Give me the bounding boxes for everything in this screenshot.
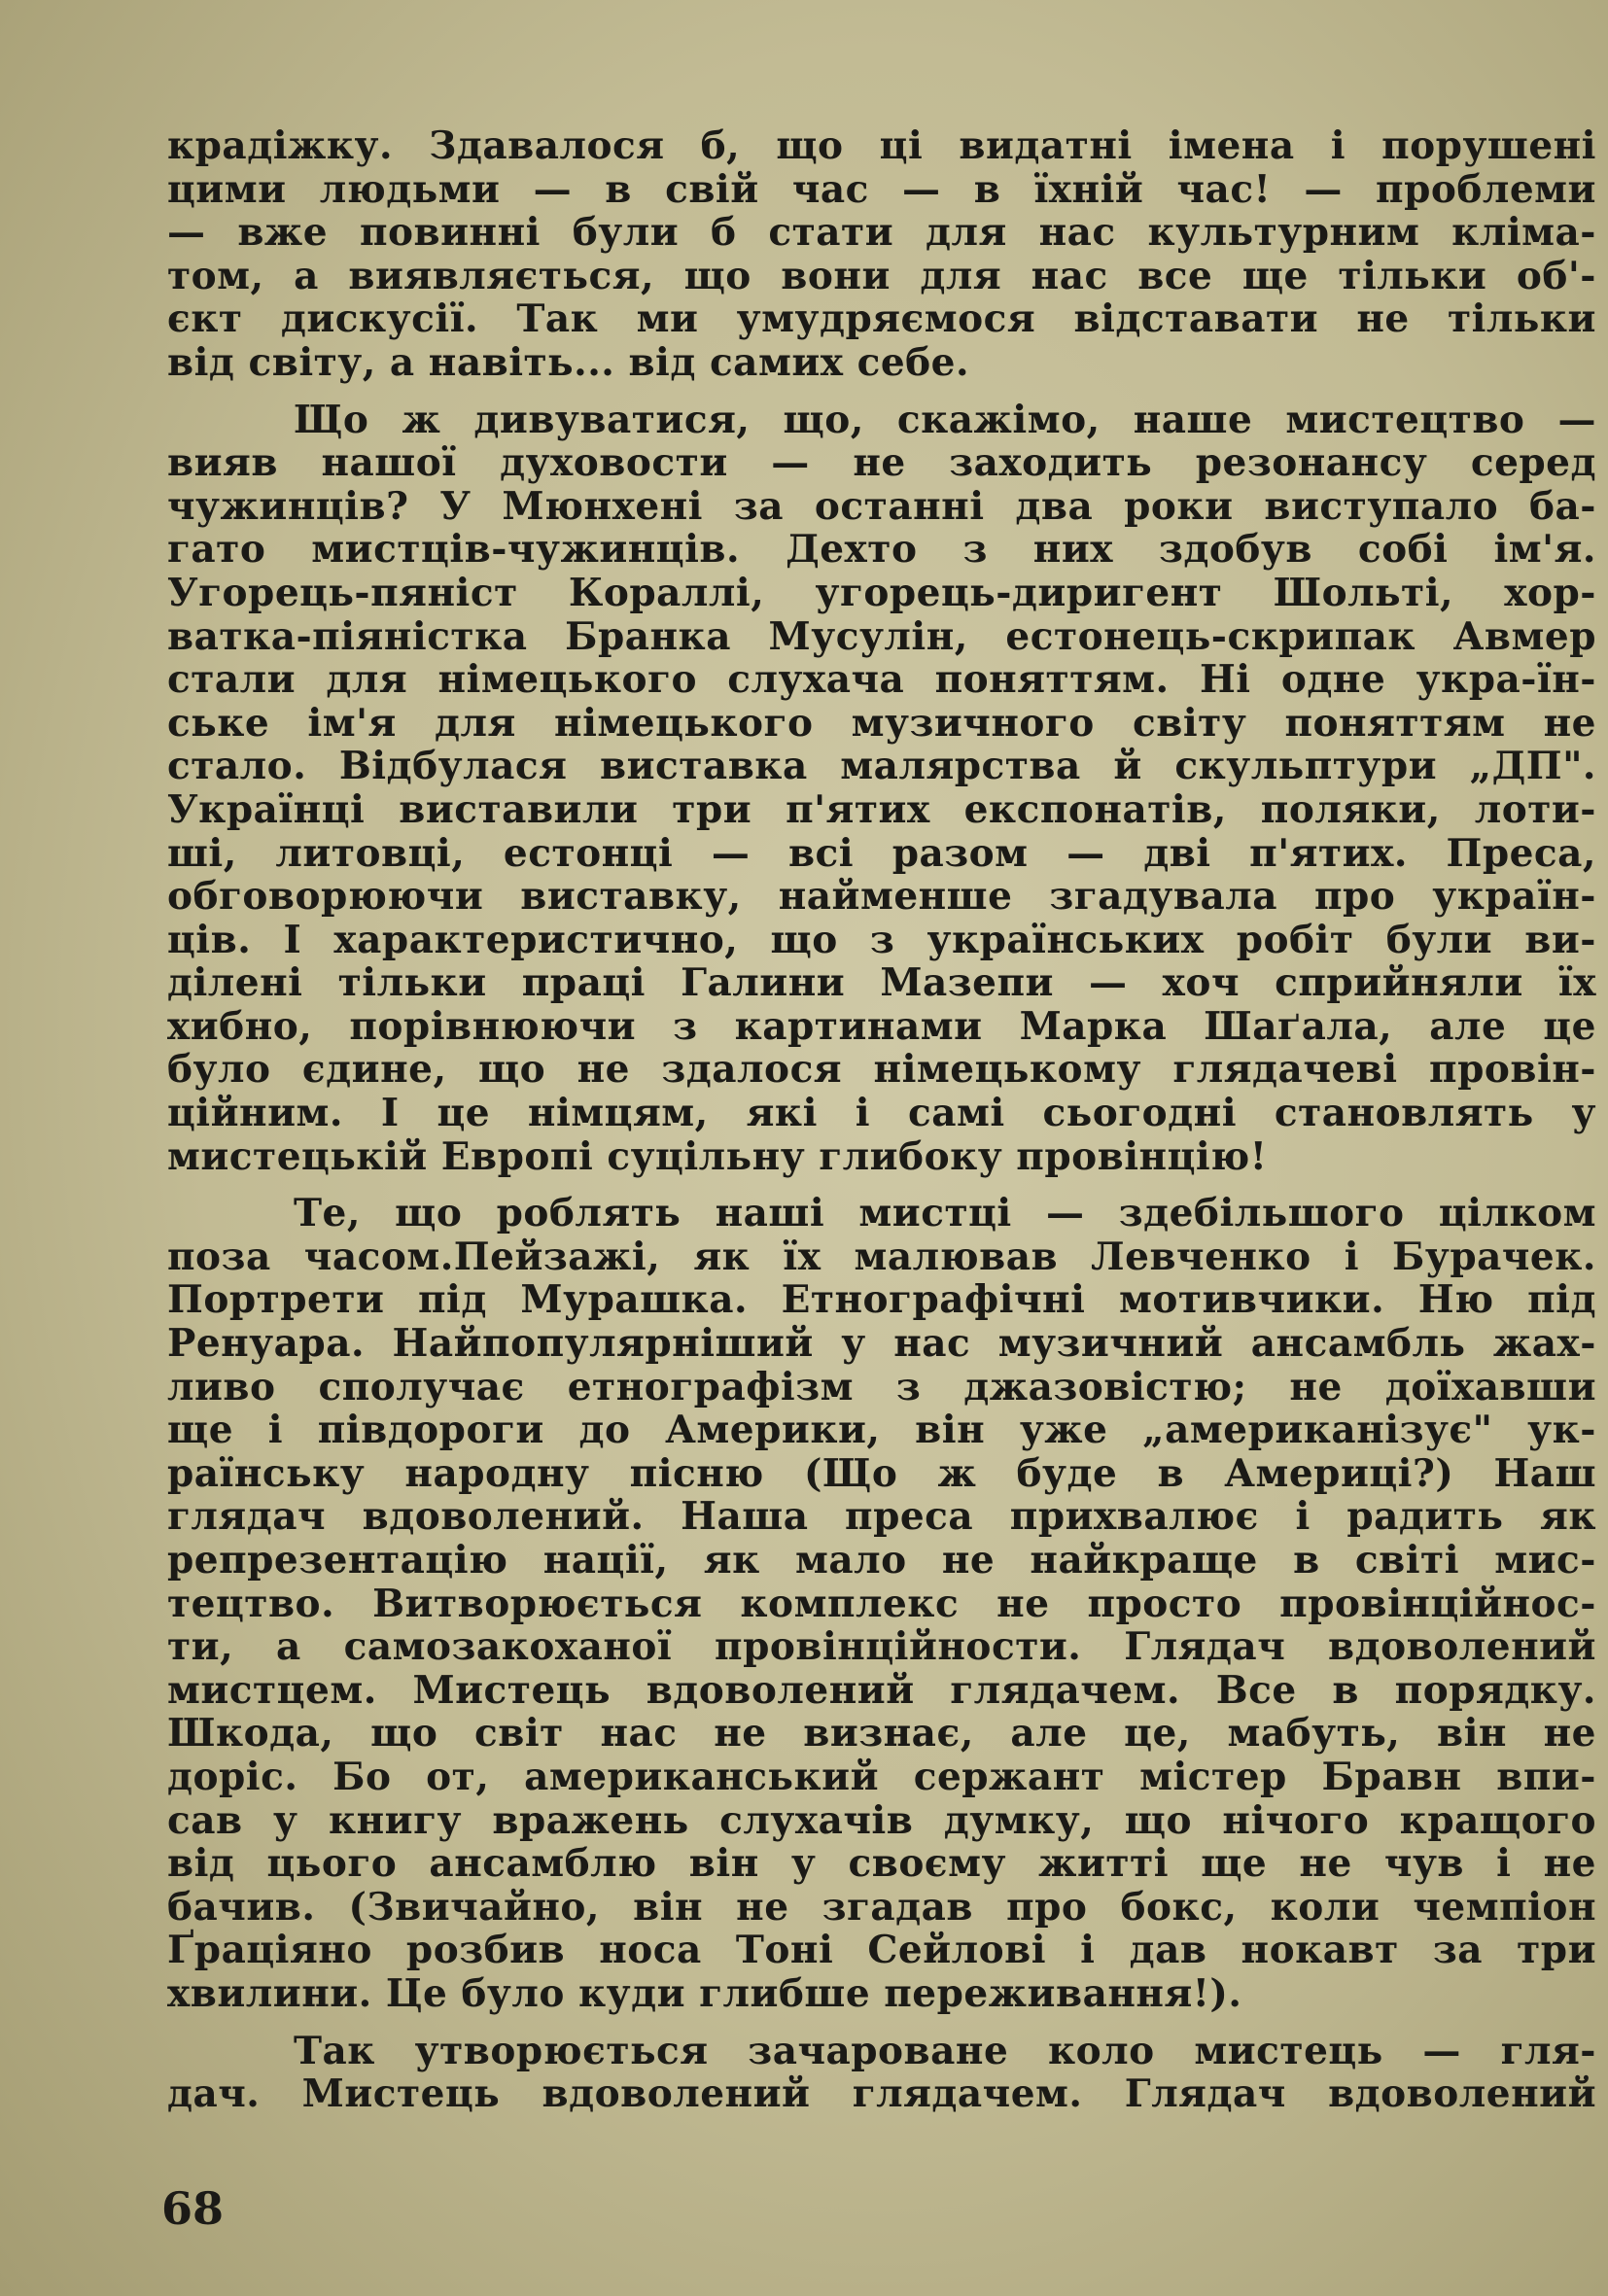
text-line: бачив. (Звичайно, він не згадав про бокс, коли чемпіон (167, 1884, 1596, 1930)
text-line: — вже повинні були б стати для нас культурним кліма- (167, 210, 1596, 256)
text-line: мистцем. Мистець вдоволений глядачем. Все в порядку. (167, 1667, 1596, 1713)
text-line: репрезентацію нації, як мало не найкраще в світі мис- (167, 1538, 1596, 1583)
text-line: було єдине, що не здалося німецькому глядачеві провін- (167, 1047, 1596, 1093)
paragraph (167, 2030, 1596, 2116)
text-line: ське ім'я для німецького музичного світу поняттям не (167, 700, 1596, 746)
text-line: вияв нашої духовости — не заходить резонансу серед (167, 440, 1596, 486)
text-line: глядач вдоволений. Наша преса прихвалює і радить як (167, 1494, 1596, 1540)
paragraph-gap (167, 385, 1596, 399)
text-line: Українці виставили три п'ятих експонатів, поляки, лоти- (167, 786, 1596, 832)
text-line: Те, що роблять наші мистці — здебільшого цілком (294, 1191, 1596, 1236)
text-line: дач. Мистець вдоволений глядачем. Глядач вдоволений (167, 2071, 1596, 2117)
text-line: стало. Відбулася виставка малярства й скульптури „ДП". (167, 744, 1596, 789)
text-line: ші, литовці, естонці — всі разом — дві п'ятих. Преса, (167, 830, 1596, 876)
text-line: поза часом.Пейзажі, як їх малював Левченко і Бурачек. (167, 1234, 1596, 1279)
text-line: єкт дискусії. Так ми умудряємося відставати не тільки (167, 296, 1596, 342)
text-line: ців. І характеристично, що з українських робіт були ви- (167, 917, 1596, 962)
text-line: Ренуара. Найпопулярніший у нас музичний ансамбль жах- (167, 1321, 1596, 1367)
text-line: тецтво. Витворюється комплекс не просто провінційнос- (167, 1581, 1596, 1626)
paragraph (167, 399, 1596, 1179)
text-line: Що ж дивуватися, що, скажімо, наше мистецтво — (294, 397, 1596, 442)
text-line: Шкода, що світ нас не визнає, але це, мабуть, він не (167, 1711, 1596, 1757)
text-line: обговорюючи виставку, найменше згадувала про україн- (167, 874, 1596, 920)
text-line: крадіжку. Здавалося б, що ці видатні імена і порушені (167, 123, 1596, 168)
paragraph-gap (167, 2016, 1596, 2030)
text-line: від цього ансамблю він у своєму житті ще не чув і не (167, 1841, 1596, 1887)
text-line: хвилини. Це було куди глибше переживання!). (167, 1970, 1242, 2016)
text-line: Ґраціяно розбив носа Тоні Сейлові і дав нокавт за три (167, 1928, 1596, 1973)
text-line: ти, а самозакоханої провінційности. Глядач вдоволений (167, 1624, 1596, 1670)
paragraph (167, 124, 1596, 385)
text-line: Портрети під Мурашка. Етнографічні мотивчики. Ню під (167, 1277, 1596, 1323)
text-line: хибно, порівнюючи з картинами Марка Шаґала, але це (167, 1003, 1596, 1049)
text-line: чужинців? У Мюнхені за останні два роки виступало ба- (167, 483, 1596, 529)
page-number: 68 (161, 2182, 225, 2235)
text-line: ділені тільки праці Галини Мазепи — хоч сприйняли їх (167, 960, 1596, 1006)
text-line: стали для німецького слухача поняттям. Ні одне укра-їн- (167, 657, 1596, 703)
text-line: цими людьми — в свій час — в їхній час! — проблеми (167, 166, 1596, 212)
text-line: Угорець-пяніст Кораллі, угорець-диригент Шольті, хор- (167, 570, 1596, 615)
paragraph-gap (167, 1178, 1596, 1192)
text-line: мистецькій Европі суцільну глибоку провінцію! (167, 1133, 1268, 1179)
text-line: від світу, а навіть... від самих себе. (167, 339, 970, 385)
text-line: ливо сполучає етнографізм з джазовістю; не доїхавши (167, 1364, 1596, 1409)
text-line: гато мистців-чужинців. Дехто з них здобув собі ім'я. (167, 527, 1596, 573)
text-line: раїнську народну пісню (Що ж буде в Америці?) Наш (167, 1450, 1596, 1496)
text-line: ватка-піяністка Бранка Мусулін, естонець-скрипак Авмер (167, 613, 1596, 659)
body-text (167, 124, 1596, 2116)
text-line: ще і півдороги до Америки, він уже „американізує" ук- (167, 1408, 1596, 1453)
paragraph (167, 1192, 1596, 2015)
text-line: том, а виявляється, що вони для нас все ще тільки об'- (167, 253, 1596, 298)
text-line: ційним. І це німцям, які і самі сьогодні становлять у (167, 1091, 1596, 1136)
text-line: сав у книгу вражень слухачів думку, що нічого кращого (167, 1797, 1596, 1843)
text-line: доріс. Бо от, американський сержант містер Бравн впи- (167, 1754, 1596, 1799)
text-line: Так утворюється зачароване коло мистець — гля- (294, 2028, 1596, 2073)
